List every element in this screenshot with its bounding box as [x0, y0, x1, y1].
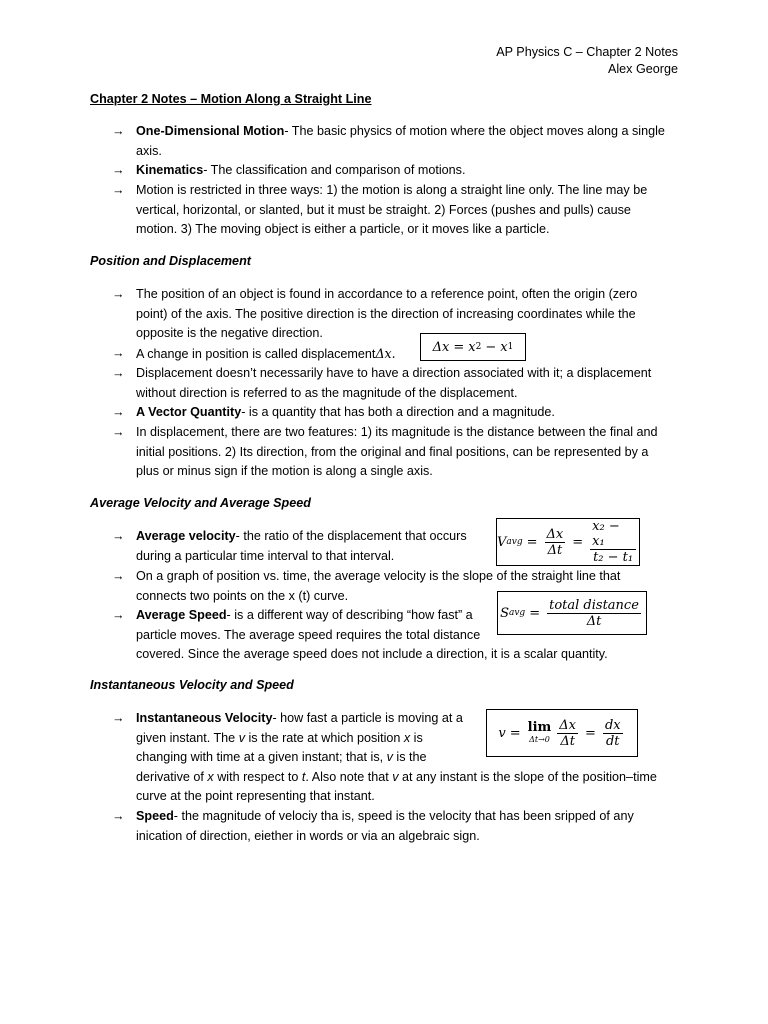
list-item: → Speed- the magnitude of velociy tha is, speed is the velocity that has been sripped of any inication of direction, eiether in words or via an algebraic sign. — [112, 809, 634, 843]
section-heading: Instantaneous Velocity and Speed — [90, 678, 294, 692]
header — [496, 44, 678, 78]
arrow-icon: → — [112, 608, 125, 622]
arrow-icon: → — [112, 163, 125, 177]
list-item: → Instantaneous Velocity- how fast a particle is moving at a given instant. The v is the rate at which position x is changing with time at a given instant; that is, v is the derivative of x with respect to t. Also note that v at any instant is the slope of the position–time curve at the point representing that instant. — [112, 711, 657, 804]
list-item: → Average Speed- is a different way of describing “how fast” a particle moves. The average speed requires the total distance covered. Since the average speed does not include a direction, it is a scalar quantity. — [112, 608, 608, 662]
arrow-icon: → — [112, 366, 125, 380]
page-title: Chapter 2 Notes – Motion Along a Straight Line — [90, 92, 372, 106]
list-item: → Displacement doesn’t necessarily have to have a direction associated with it; a displacement without direction is referred to as the magnitude of the displacement. — [112, 366, 652, 400]
list-item: → The position of an object is found in accordance to a reference point, often the origin (zero point) of the axis. The positive direction is the direction of increasing coordinates while the opposite is the negative direction. — [112, 287, 638, 341]
average-speed-equation: S avg = $\frac{\text{total distance}}{\Delta t}$ — [497, 591, 647, 635]
section-heading: Average Velocity and Average Speed — [90, 496, 311, 510]
list-item: → Average velocity- the ratio of the displacement that occurs during a particular time interval to that interval. — [112, 529, 467, 563]
arrow-icon: → — [112, 346, 125, 360]
list-item: → Kinematics- The classification and comparison of motions. — [112, 161, 672, 181]
displacement-equation: Δx = x 2 − x 1 — [420, 333, 526, 361]
arrow-icon: → — [112, 425, 125, 439]
instantaneous-velocity-equation: v = lim Δt→0 $\frac{\Delta x}{\Delta t}$ = $\frac{dx}{dt}$ — [486, 709, 638, 757]
arrow-icon: → — [112, 287, 125, 301]
list-item: → One-Dimensional Motion- The basic physics of motion where the object moves along a single axis. — [112, 124, 665, 158]
list-item: → A change in position is called displacementΔx. — [112, 344, 412, 365]
list-item: → Motion is restricted in three ways: 1) the motion is along a straight line only. The line may be vertical, horizontal, or slanted, but it must be straight. 2) Forces (pushes and pulls) cause motion. 3) The moving object is either a particle, or it moves like a particle. — [112, 183, 648, 237]
arrow-icon: → — [112, 569, 125, 583]
header-course: AP Physics C – Chapter 2 Notes — [496, 45, 678, 59]
arrow-icon: → — [112, 124, 125, 138]
arrow-icon: → — [112, 529, 125, 543]
list-item: → In displacement, there are two features: 1) its magnitude is the distance between the final and initial positions. 2) Its direction, from the original and final positions, can be represented by a plus or minus sign if the motion is along a single axis. — [112, 425, 658, 479]
header-author: Alex George — [607, 62, 678, 76]
arrow-icon: → — [112, 405, 125, 419]
arrow-icon: → — [112, 183, 125, 197]
list-item: → A Vector Quantity- is a quantity that has both a direction and a magnitude. — [112, 403, 672, 423]
section-heading: Position and Displacement — [90, 254, 251, 268]
arrow-icon: → — [112, 711, 125, 725]
average-velocity-equation: V avg = $\frac{\Delta x}{\Delta t}$ = $\frac{\text{x₂ − x₁}}{\text{t₂ − t₁}}$ — [496, 518, 640, 566]
list-item: → On a graph of position vs. time, the average velocity is the slope of the straight line that connects two points on the x (t) curve. — [112, 569, 621, 603]
arrow-icon: → — [112, 809, 125, 823]
